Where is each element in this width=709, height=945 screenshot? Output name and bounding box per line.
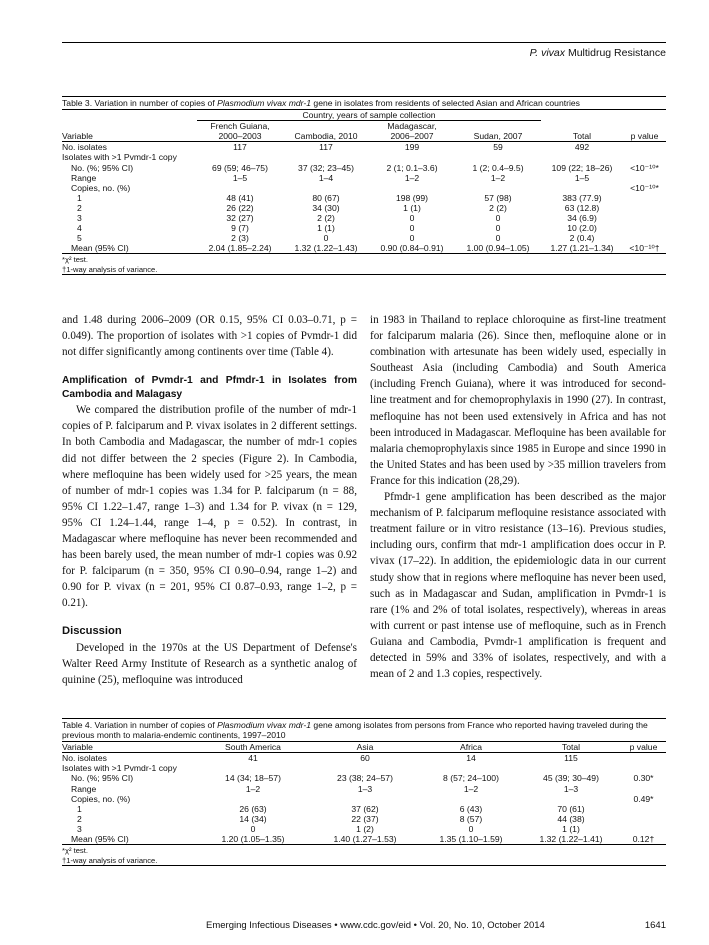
row-label: 1	[77, 192, 82, 203]
column-header: South America	[197, 742, 309, 753]
column-header: 2006–2007	[369, 131, 455, 142]
p-value-cell: <10⁻¹⁰*	[630, 162, 659, 173]
table-cell: 2.04 (1.85–2.24)	[197, 243, 283, 254]
table-cell: 22 (37)	[351, 813, 379, 824]
table-3-group-header: Country, years of sample collection	[197, 110, 541, 121]
column-header-p-value: p value	[621, 742, 666, 753]
table-row	[62, 223, 666, 233]
row-label: Isolates with >1 Pvmdr-1 copy	[62, 763, 177, 774]
section-heading-discussion: Discussion	[62, 624, 122, 637]
table-cell: 117	[319, 142, 333, 153]
column-header-total: Total	[541, 131, 623, 142]
p-value-cell	[623, 233, 666, 243]
column-header	[455, 121, 541, 132]
table-cell	[521, 794, 621, 804]
row-label: 2	[77, 202, 82, 213]
p-value-cell	[621, 753, 666, 764]
page-number: 1641	[644, 920, 666, 931]
row-label: Isolates with >1 Pvmdr-1 copy	[62, 152, 177, 163]
table-cell: 383 (77.9)	[562, 192, 602, 203]
table-cell: 14 (34; 18–57)	[225, 773, 281, 784]
table-row	[62, 163, 666, 173]
row-label: No. isolates	[62, 142, 107, 153]
table-row	[62, 773, 666, 783]
table-cell	[455, 183, 541, 193]
column-header: Cambodia, 2010	[283, 131, 369, 142]
table-cell: 26 (22)	[226, 202, 254, 213]
table-cell: 70 (61)	[557, 803, 585, 814]
table-4	[62, 718, 666, 866]
table-cell: 10 (2.0)	[567, 223, 597, 234]
p-value-cell	[623, 203, 666, 213]
table-cell	[369, 183, 455, 193]
table-row	[62, 213, 666, 223]
table-cell: 1–2	[463, 783, 479, 794]
p-value-cell: 0.30*	[633, 773, 654, 784]
table-cell: 41	[248, 753, 258, 764]
table-cell: 34 (30)	[312, 202, 340, 213]
table-cell: 0	[495, 233, 501, 244]
table-3	[62, 96, 666, 275]
table-cell: 14	[466, 753, 476, 764]
table-cell: 34 (6.9)	[567, 213, 597, 224]
table-cell: 0	[323, 233, 329, 244]
table-cell: 45 (39; 30–49)	[543, 773, 599, 784]
table-row	[62, 183, 666, 193]
table-cell: 37 (62)	[351, 803, 379, 814]
table-cell: 6 (43)	[459, 803, 483, 814]
p-value-cell	[623, 223, 666, 233]
p-value-cell	[623, 213, 666, 223]
table-cell: 0	[409, 233, 415, 244]
table-row	[62, 784, 666, 794]
table-cell: 2 (3)	[231, 233, 249, 244]
row-label: Copies, no. (%)	[71, 182, 131, 193]
table-cell	[541, 152, 623, 162]
row-label: 4	[77, 223, 82, 234]
paragraph: We compared the distribution profile of the number of mdr-1 copies of P. falciparum and P. vivax isolates in 2 different settings. In both Cambodia and Madagascar, the number of mdr-1 copies did not differ between the 2 species (Figure 2). In Cambodia, where mefloquine has been widely used for >25 years, the mean of number of mdr-1 copies was 1.34 for P. falciparum (n = 88, 95% CI 1.22–1.47, range 1–3) and 1.34 for P. vivax (n = 129, 95% CI 1.24–1.44, range 1–4, p = 0.52). In contrast, in Madagascar where mefloquine has never been recommended and has been barely used, the mean number of mdr-1 copies was 0.92 for P. falciparum (n = 350, 95% CI 0.90–0.94, range 1–2) and 0.90 for P. vivax (n = 201, 95% CI 0.87–0.93, range 1–2, p = 0.21).	[62, 404, 357, 610]
p-value-cell	[623, 142, 666, 153]
table-row	[62, 193, 666, 203]
table-cell: 1–5	[232, 172, 248, 183]
table-cell: 0	[409, 223, 415, 234]
row-label: No. (%; 95% CI)	[71, 162, 134, 173]
row-label: Mean (95% CI)	[62, 834, 197, 845]
table-cell: 0	[250, 823, 256, 834]
paragraph: Developed in the 1970s at the US Department of Defense's Walter Reed Army Institute of Research as a synthetic analog of quinine (25), mefloquine was introduced	[62, 641, 357, 686]
p-value-cell: 0.12†	[621, 834, 666, 845]
footnote: *χ² test.	[62, 255, 88, 265]
p-value-cell	[621, 814, 666, 824]
table-cell: 8 (57; 24–100)	[443, 773, 499, 784]
table-cell	[197, 794, 309, 804]
table-cell: 1.32 (1.22–1.43)	[283, 243, 369, 254]
p-value-cell: <10⁻¹⁰†	[623, 243, 666, 254]
column-header-p-value: p value	[623, 131, 666, 142]
column-header: Asia	[309, 742, 421, 753]
column-header: Africa	[421, 742, 521, 753]
table-cell: 23 (38; 24–57)	[337, 773, 393, 784]
p-value-cell: <10⁻¹⁰*	[630, 182, 659, 193]
row-label: Copies, no. (%)	[71, 793, 131, 804]
column-header: Sudan, 2007	[455, 131, 541, 142]
paragraph: Pfmdr-1 gene amplification has been described as the major mechanism of P. falciparum mefloquine resistance associated with treatment failure or in vitro resistance (13–16). Previous studies, including ours, confirm that mdr-1 amplification does occur in P. vivax (17–22). In addition, the epidemiologic data in our current study show that in regions where mefloquine has never been used, such as in Madagascar and Sudan, amplification in Pvmdr-1 is rare (1% and 2% of total isolates, respectively), whereas in areas with current or past intense use of mefloquine, such as in French Guiana and Cambodia, Pvmdr-1 amplification is frequent and detected in 59% and 33% of isolates, respectively, and with a mean of 2 and 1.3 copies, respectively.	[370, 491, 666, 681]
table-cell: 32 (27)	[226, 213, 254, 224]
row-label: Range	[71, 783, 97, 794]
column-header: French Guiana,	[210, 121, 270, 132]
row-label: 3	[77, 823, 82, 834]
row-label: 2	[77, 813, 82, 824]
table-row	[62, 243, 666, 254]
table-cell: 9 (7)	[231, 223, 249, 234]
p-value-cell	[621, 804, 666, 814]
table-row	[62, 152, 666, 162]
table-cell	[197, 152, 283, 162]
table-3-caption: Table 3. Variation in number of copies of Plasmodium vivax mdr-1 gene in isolates from residents of selected Asian and African countries	[62, 96, 666, 110]
table-cell: 1 (1)	[403, 202, 421, 213]
table-cell: 0	[468, 823, 474, 834]
table-cell: 1–2	[404, 172, 420, 183]
table-cell: 69 (59; 46–75)	[212, 162, 268, 173]
table-cell	[197, 763, 309, 773]
table-cell: 0	[409, 213, 415, 224]
column-header	[283, 121, 369, 132]
table-3-grid	[62, 110, 666, 254]
table-row	[62, 794, 666, 804]
table-cell: 1 (1)	[562, 823, 580, 834]
table-cell: 1 (1)	[317, 223, 335, 234]
table-row	[62, 814, 666, 824]
table-cell: 48 (41)	[226, 192, 254, 203]
table-4-caption: Table 4. Variation in number of copies of Plasmodium vivax mdr-1 gene among isolates from persons from France who reported having traveled during the previous month to malaria-endemic continents, 1997–2010	[62, 718, 666, 742]
right-column	[370, 312, 666, 682]
column-header: Madagascar,	[387, 121, 437, 132]
table-cell: 0.90 (0.84–0.91)	[369, 243, 455, 254]
table-cell: 1–3	[357, 783, 373, 794]
table-cell: 1–2	[490, 172, 506, 183]
column-header-variable: Variable	[62, 131, 197, 142]
table-cell: 80 (67)	[312, 192, 340, 203]
column-header-variable: Variable	[62, 742, 197, 753]
table-cell: 109 (22; 18–26)	[551, 162, 613, 173]
table-cell: 1–5	[574, 172, 590, 183]
table-cell	[309, 794, 421, 804]
column-header: 2000–2003	[197, 131, 283, 142]
table-cell: 0	[495, 223, 501, 234]
table-row	[62, 804, 666, 814]
table-cell: 1.00 (0.94–1.05)	[455, 243, 541, 254]
paragraph: in 1983 in Thailand to replace chloroquine as first-line treatment for falciparum malaria (26). Since then, mefloquine alone or in combination with artesunate has been widely used, especially in Southeast Asia (including Cambodia) and South America (including French Guiana), where it was introduced for second-line treatment and for chemoprophylaxis in 1990 (27). In contrast, mefloquine has not been used extensively in Africa and has not been introduced in Madagascar. Mefloquine has been available for malaria chemoprophylaxis since 1985 in Europe and since 1990 in the United States and has been used by >35 million travelers from France for this indication (28,29).	[370, 314, 666, 487]
table-cell	[283, 183, 369, 193]
table-cell: 44 (38)	[557, 813, 585, 824]
table-cell: 1 (2)	[356, 823, 374, 834]
section-heading: Amplification of Pvmdr-1 and Pfmdr-1 in Isolates from Cambodia and Malagasy	[62, 375, 357, 401]
table-cell	[421, 763, 521, 773]
p-value-cell	[621, 784, 666, 794]
table-cell: 1–4	[318, 172, 334, 183]
table-cell: 0	[495, 213, 501, 224]
row-label: No. isolates	[62, 753, 107, 764]
table-cell: 1–3	[563, 783, 579, 794]
table-cell: 1.40 (1.27–1.53)	[309, 834, 421, 845]
row-label: 5	[77, 233, 82, 244]
table-cell	[309, 763, 421, 773]
table-cell	[541, 183, 623, 193]
row-label: No. (%; 95% CI)	[71, 773, 134, 784]
table-row	[62, 203, 666, 213]
table-cell: 1.32 (1.22–1.41)	[521, 834, 621, 845]
table-cell: 117	[233, 142, 247, 153]
p-value-cell	[623, 193, 666, 203]
table-cell: 1.35 (1.10–1.59)	[421, 834, 521, 845]
footnote: †1-way analysis of variance.	[62, 264, 158, 274]
header-rule	[62, 42, 666, 43]
table-cell: 8 (57)	[459, 813, 483, 824]
table-cell	[421, 794, 521, 804]
table-4-footnotes	[62, 845, 666, 866]
p-value-cell	[621, 824, 666, 834]
table-cell: 37 (32; 23–45)	[298, 162, 354, 173]
table-cell	[521, 763, 621, 773]
table-cell: 198 (99)	[395, 192, 428, 203]
left-column	[62, 312, 357, 688]
table-cell	[369, 152, 455, 162]
table-cell: 492	[574, 142, 590, 153]
table-cell: 1.27 (1.21–1.34)	[541, 243, 623, 254]
table-cell: 63 (12.8)	[564, 202, 600, 213]
row-label: Mean (95% CI)	[62, 243, 197, 254]
table-4-grid	[62, 742, 666, 845]
paragraph: and 1.48 during 2006–2009 (OR 0.15, 95% CI 0.03–0.71, p = 0.049). The proportion of isolates with >1 copies of Pvmdr-1 did not differ significantly among continents over time (Table 4).	[62, 314, 357, 359]
table-cell: 1 (2; 0.4–9.5)	[472, 162, 524, 173]
table-row	[62, 834, 666, 845]
table-row	[62, 233, 666, 243]
table-cell: 2 (1; 0.1–3.6)	[386, 162, 438, 173]
table-row	[62, 763, 666, 773]
table-cell: 57 (98)	[484, 192, 512, 203]
row-label: 3	[77, 213, 82, 224]
table-row	[62, 753, 666, 764]
table-cell: 1–2	[245, 783, 261, 794]
column-header: Total	[521, 742, 621, 753]
table-cell: 2 (0.4)	[569, 233, 595, 244]
footnote: †1-way analysis of variance.	[62, 855, 158, 865]
footnote: *χ² test.	[62, 846, 88, 856]
table-cell	[197, 183, 283, 193]
table-cell: 199	[404, 142, 420, 153]
table-cell: 2 (2)	[317, 213, 335, 224]
row-label: 1	[77, 803, 82, 814]
table-cell: 14 (34)	[239, 813, 267, 824]
table-cell	[283, 152, 369, 162]
journal-footer: Emerging Infectious Diseases • www.cdc.gov/eid • Vol. 20, No. 10, October 2014	[206, 920, 545, 931]
p-value-cell	[623, 152, 666, 162]
table-cell: 59	[493, 142, 503, 153]
table-3-footnotes	[62, 254, 666, 275]
p-value-cell	[623, 173, 666, 183]
row-label: Range	[71, 172, 97, 183]
table-cell: 26 (63)	[239, 803, 267, 814]
table-cell: 1.20 (1.05–1.35)	[197, 834, 309, 845]
p-value-cell: 0.49*	[633, 793, 654, 804]
table-row	[62, 173, 666, 183]
table-cell	[455, 152, 541, 162]
table-row	[62, 142, 666, 153]
table-cell: 2 (2)	[489, 202, 507, 213]
table-row	[62, 824, 666, 834]
table-cell: 60	[360, 753, 370, 764]
running-head: P. vivax Multidrug Resistance	[529, 47, 666, 59]
table-cell: 115	[564, 753, 578, 764]
p-value-cell	[621, 763, 666, 773]
